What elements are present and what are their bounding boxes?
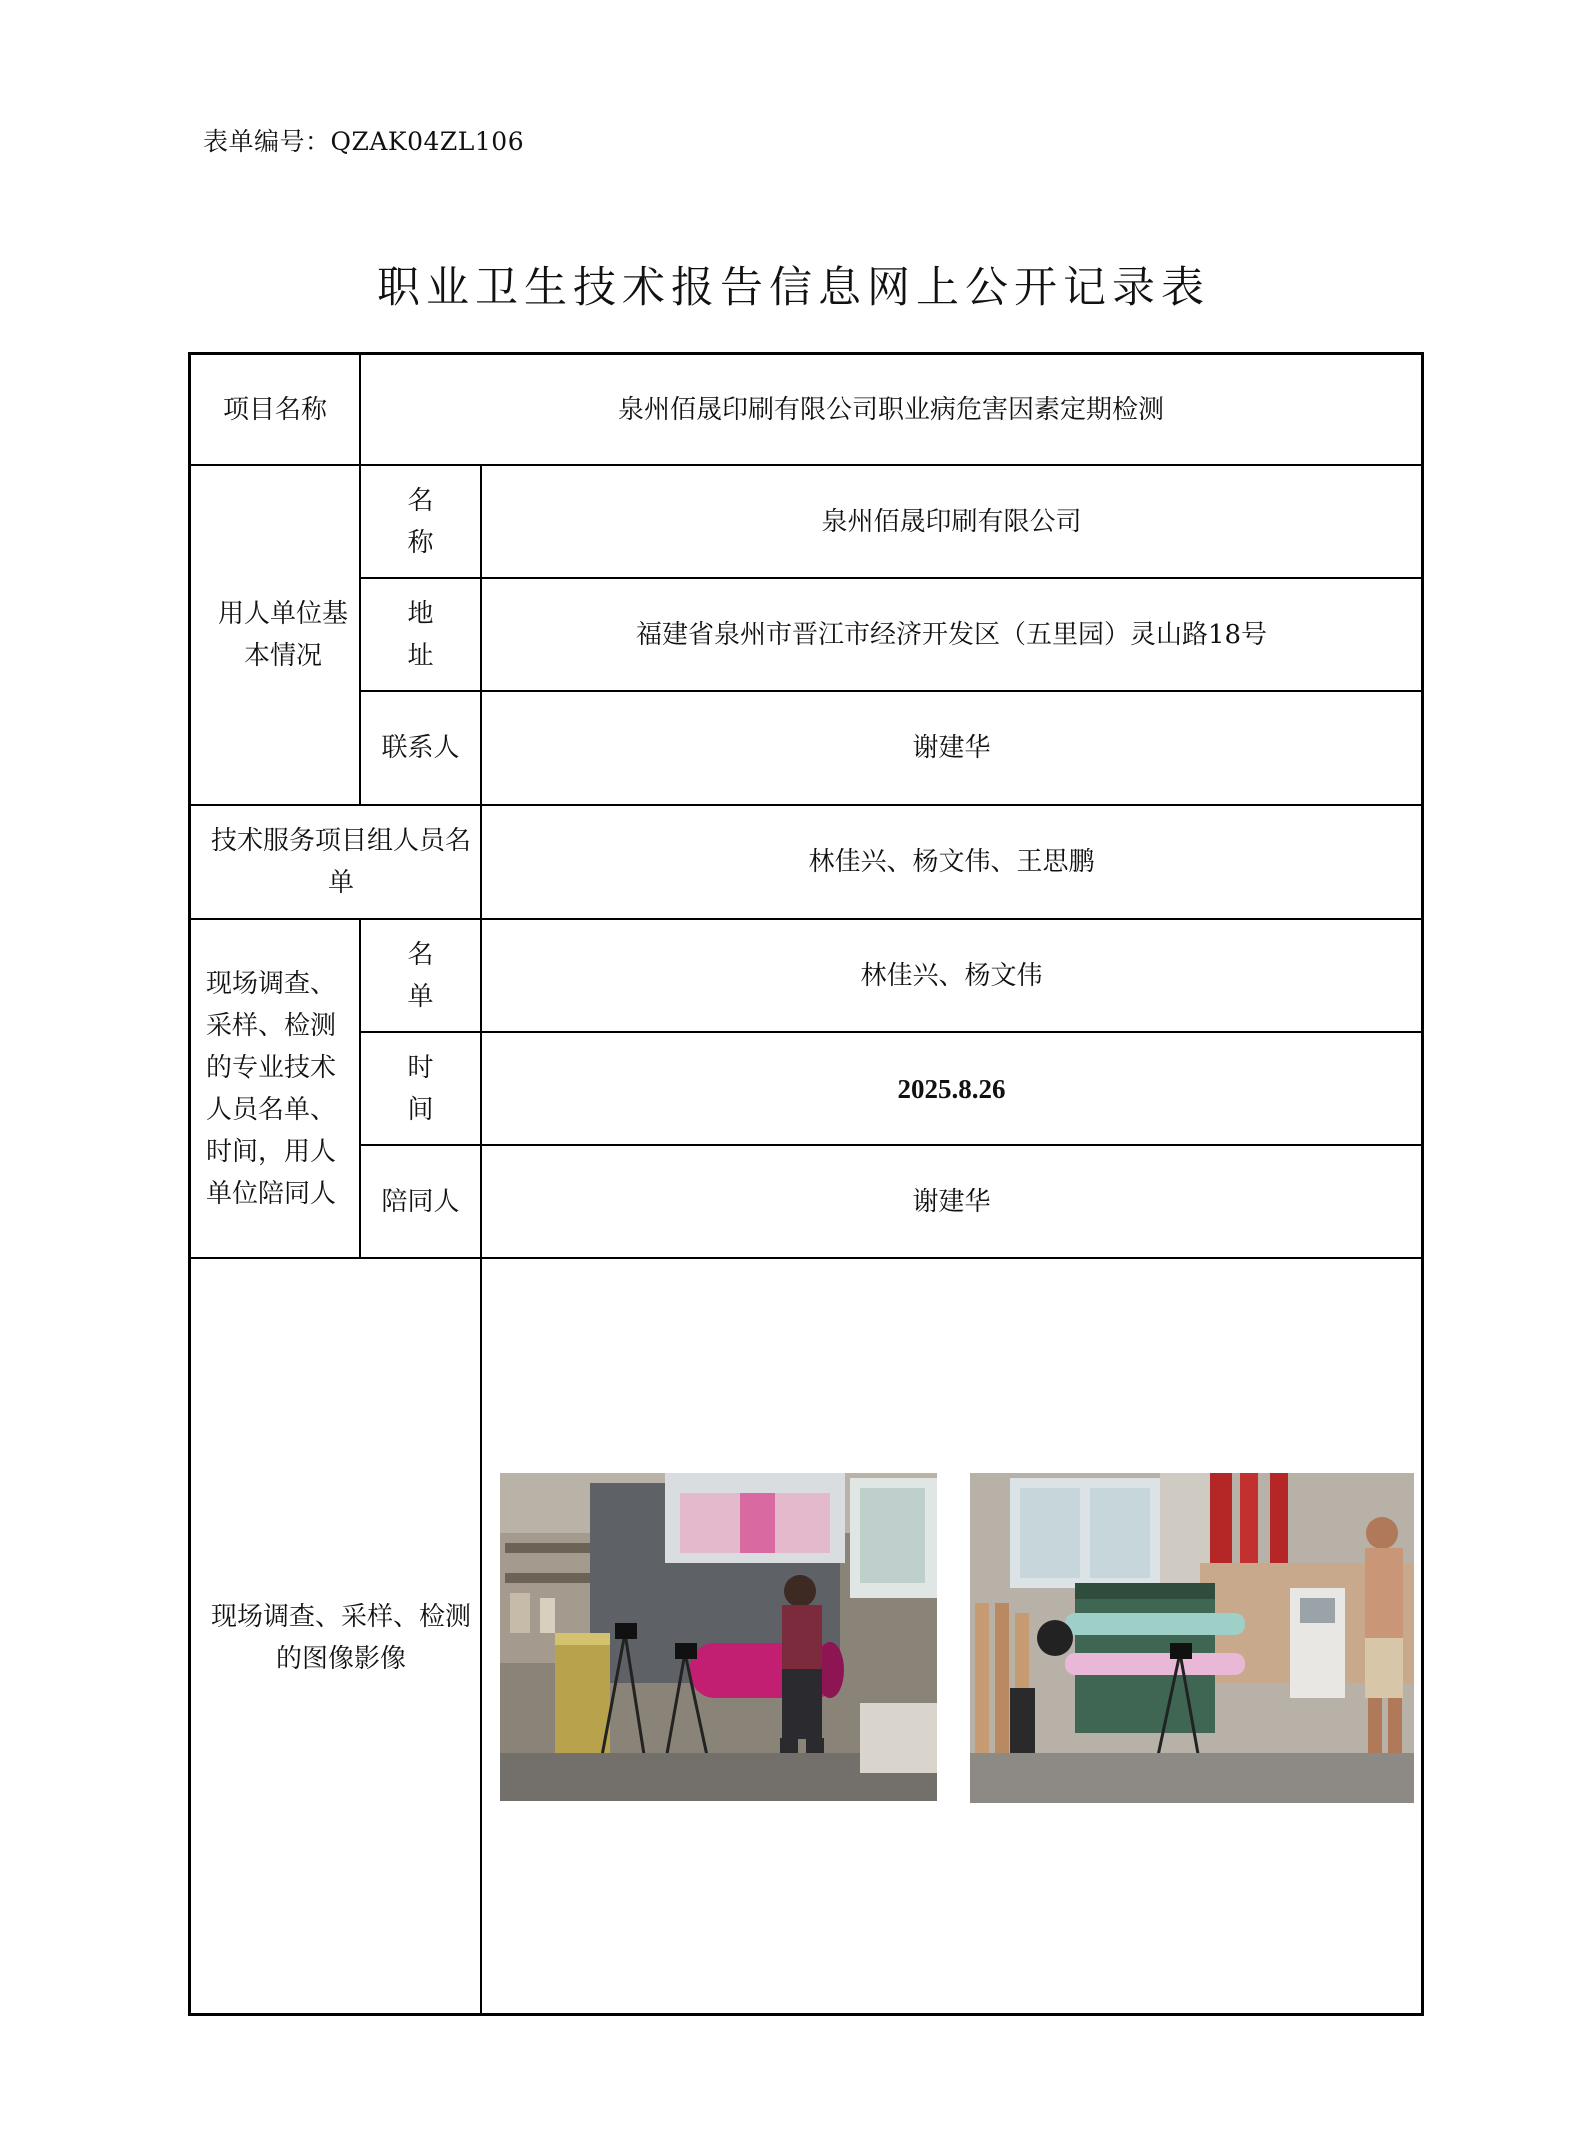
employer-label: 用人单位基本情况 bbox=[217, 599, 348, 671]
team-value: 林佳兴、杨文伟、王思鹏 bbox=[808, 847, 1095, 877]
onsite-names-value: 林佳兴、杨文伟 bbox=[860, 960, 1043, 991]
onsite-companion-value: 谢建华 bbox=[912, 1186, 991, 1217]
site-photo-slitting-machine bbox=[970, 1473, 1414, 1803]
images-label: 现场调查、采样、检测的图像影像 bbox=[210, 1601, 471, 1674]
onsite-time-label: 时 间 bbox=[407, 1052, 454, 1125]
form-number: 表单编号：QZAK04ZL106 bbox=[203, 127, 525, 156]
team-label: 技术服务项目组人员名单 bbox=[210, 826, 471, 898]
onsite-companion-label: 陪同人 bbox=[381, 1186, 460, 1217]
onsite-time-value: 2025.8.26 bbox=[897, 1073, 1006, 1104]
employer-address-value: 福建省泉州市晋江市经济开发区（五里园）灵山路18号 bbox=[635, 619, 1268, 650]
employer-contact-label: 联系人 bbox=[381, 733, 460, 763]
page-title: 职业卫生技术报告信息网上公开记录表 bbox=[377, 263, 1210, 313]
onsite-names-label: 名 单 bbox=[407, 939, 454, 1012]
employer-name-label: 名 称 bbox=[407, 485, 454, 558]
employer-name-value: 泉州佰晟印刷有限公司 bbox=[821, 506, 1082, 537]
employer-address-label: 地 址 bbox=[407, 598, 454, 671]
onsite-label: 现场调查、采样、检测的专业技术人员名单、时间，用人单位陪同人 bbox=[206, 968, 337, 1209]
project-name-label: 项目名称 bbox=[222, 394, 327, 425]
employer-contact-value: 谢建华 bbox=[912, 733, 991, 763]
site-photo-printing-press bbox=[500, 1473, 937, 1801]
project-name-value: 泉州佰晟印刷有限公司职业病危害因素定期检测 bbox=[617, 394, 1164, 425]
